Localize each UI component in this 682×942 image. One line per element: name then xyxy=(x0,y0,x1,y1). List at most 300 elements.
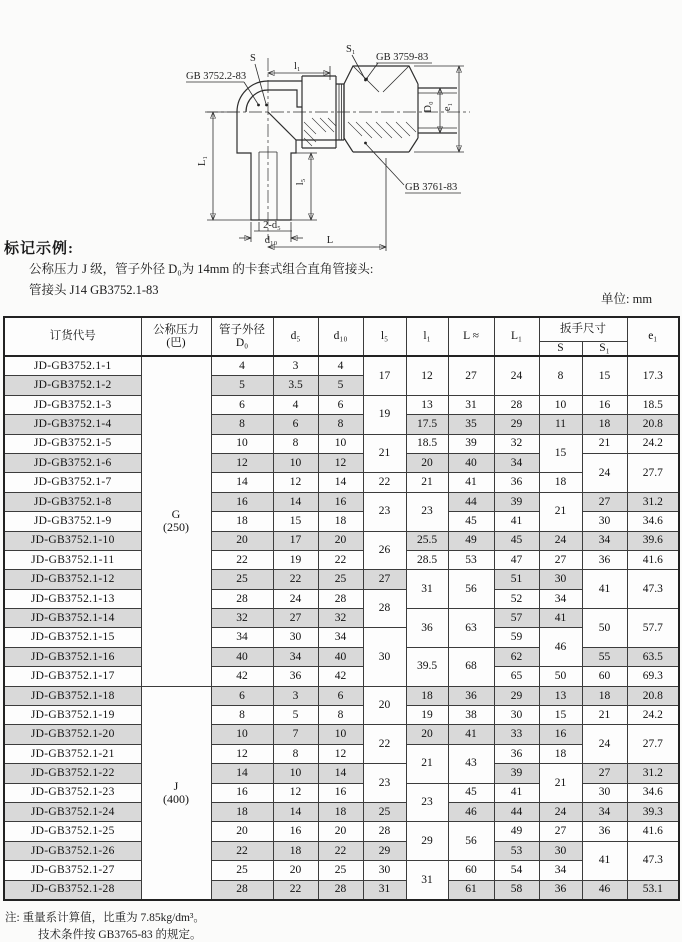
spec-cell: 31 xyxy=(448,395,494,414)
spec-cell: 8 xyxy=(539,356,582,395)
spec-cell: 53.1 xyxy=(627,880,679,900)
spec-cell: 6 xyxy=(273,415,318,434)
order-code-cell: JD-GB3752.1-24 xyxy=(4,802,141,821)
spec-cell: 46 xyxy=(582,880,627,900)
spec-cell: 30 xyxy=(273,628,318,647)
spec-cell: 29 xyxy=(494,415,539,434)
spec-cell: 3.5 xyxy=(273,376,318,395)
spec-cell: 21 xyxy=(363,434,406,473)
spec-cell: 59 xyxy=(494,628,539,647)
order-code-cell: JD-GB3752.1-4 xyxy=(4,415,141,434)
spec-cell: 3 xyxy=(273,356,318,376)
spec-cell: 20 xyxy=(363,686,406,725)
spec-cell: 15 xyxy=(273,512,318,531)
l5-dim-label: l₅ xyxy=(295,178,306,186)
dim-2d5 xyxy=(254,220,292,231)
dim-L1 xyxy=(197,112,251,220)
spec-cell: 18 xyxy=(539,473,582,492)
spec-cell: 25 xyxy=(318,570,363,589)
spec-cell: 56 xyxy=(448,822,494,861)
header-cell-col-order-code: 订货代号 xyxy=(4,317,141,356)
spec-cell: 36 xyxy=(448,686,494,705)
header-cell-col-l5: l₅ xyxy=(363,317,406,356)
e1-dim-label: e₁ xyxy=(442,102,453,112)
spec-cell: 30 xyxy=(582,512,627,531)
spec-cell: 15 xyxy=(539,434,582,473)
spec-cell: 17 xyxy=(363,356,406,395)
s1-label: S₁ xyxy=(346,44,356,55)
spec-cell: 10 xyxy=(273,764,318,783)
spec-cell: 30 xyxy=(494,706,539,725)
spec-cell: 40 xyxy=(318,647,363,666)
spec-cell: 28.5 xyxy=(406,550,448,569)
spec-cell: 51 xyxy=(494,570,539,589)
spec-cell: 46 xyxy=(539,628,582,667)
spec-cell: 28 xyxy=(363,589,406,628)
spec-table xyxy=(3,316,680,901)
spec-cell: 18 xyxy=(539,744,582,763)
L1-dim-label: L₁ xyxy=(197,155,208,167)
spec-cell: 34 xyxy=(582,531,627,550)
spec-cell: 18 xyxy=(211,802,273,821)
spec-cell: 20 xyxy=(318,822,363,841)
spec-cell: 23 xyxy=(406,783,448,822)
spec-cell: 16 xyxy=(582,395,627,414)
dim-l1 xyxy=(268,61,330,80)
spec-cell: 24 xyxy=(273,589,318,608)
header-cell-col-e1: e₁ xyxy=(627,317,679,356)
spec-cell: 25 xyxy=(211,861,273,880)
header-cell-col-S: S xyxy=(539,342,582,357)
spec-cell: 16 xyxy=(318,783,363,802)
spec-cell: 29 xyxy=(406,822,448,861)
d0-dim-label: D₀ xyxy=(423,101,434,113)
spec-cell: 10 xyxy=(211,434,273,453)
spec-cell: 34.6 xyxy=(627,512,679,531)
spec-cell: 22 xyxy=(363,725,406,764)
spec-cell: 39 xyxy=(448,434,494,453)
spec-cell: 20 xyxy=(406,453,448,472)
spec-cell: 8 xyxy=(273,434,318,453)
d10-dim-label: d₁₀ xyxy=(264,235,278,246)
spec-cell: 27 xyxy=(539,550,582,569)
spec-cell: 30 xyxy=(363,628,406,686)
spec-cell: 21 xyxy=(539,492,582,531)
spec-cell: 8 xyxy=(211,706,273,725)
example-heading: 标记示例: xyxy=(4,241,74,257)
spec-cell: 42 xyxy=(211,667,273,686)
elbow-body-outline xyxy=(237,76,336,220)
spec-cell: 60 xyxy=(448,861,494,880)
header-cell-col-wrench-size: 扳手尺寸 xyxy=(539,317,627,342)
order-code-cell: JD-GB3752.1-27 xyxy=(4,861,141,880)
spec-cell: 18 xyxy=(211,512,273,531)
spec-table-container xyxy=(3,316,680,901)
spec-cell: 19 xyxy=(273,550,318,569)
spec-cell: 12 xyxy=(211,453,273,472)
order-code-cell: JD-GB3752.1-17 xyxy=(4,667,141,686)
spec-cell: 18 xyxy=(582,415,627,434)
spec-cell: 4 xyxy=(318,356,363,376)
order-code-cell: JD-GB3752.1-5 xyxy=(4,434,141,453)
spec-cell: 21 xyxy=(406,744,448,783)
gb-body-label: GB 3752.2-83 xyxy=(186,71,247,82)
nut-outline xyxy=(344,66,418,152)
spec-cell: 27.7 xyxy=(627,725,679,764)
spec-cell: 26 xyxy=(363,531,406,570)
spec-cell: 12 xyxy=(406,356,448,395)
spec-cell: 17.3 xyxy=(627,356,679,395)
spec-cell: 57.7 xyxy=(627,609,679,648)
spec-cell: 41 xyxy=(448,725,494,744)
spec-cell: 22 xyxy=(318,841,363,860)
spec-cell: 11 xyxy=(539,415,582,434)
spec-cell: 20 xyxy=(211,531,273,550)
spec-cell: 12 xyxy=(273,783,318,802)
spec-cell: 49 xyxy=(494,822,539,841)
header-cell-col-outer-dia: 管子外径 D₀ xyxy=(211,317,273,356)
spec-cell: 3 xyxy=(273,686,318,705)
spec-cell: 34 xyxy=(539,589,582,608)
spec-cell: 14 xyxy=(318,473,363,492)
spec-cell: 24 xyxy=(539,531,582,550)
spec-cell: 31 xyxy=(406,570,448,609)
spec-cell: 23 xyxy=(406,492,448,531)
spec-cell: 20.8 xyxy=(627,415,679,434)
spec-cell: 40 xyxy=(211,647,273,666)
spec-cell: 16 xyxy=(539,725,582,744)
spec-cell: 31.2 xyxy=(627,764,679,783)
spec-cell: 6 xyxy=(318,686,363,705)
spec-cell: 22 xyxy=(318,550,363,569)
spec-cell: 17.5 xyxy=(406,415,448,434)
order-code-cell: JD-GB3752.1-8 xyxy=(4,492,141,511)
spec-cell: 14 xyxy=(211,473,273,492)
spec-cell: 21 xyxy=(539,764,582,803)
spec-cell: 47 xyxy=(494,550,539,569)
order-code-cell: JD-GB3752.1-7 xyxy=(4,473,141,492)
spec-cell: 8 xyxy=(318,706,363,725)
spec-cell: 63 xyxy=(448,609,494,648)
spec-cell: 28 xyxy=(211,880,273,900)
spec-cell: 27 xyxy=(582,764,627,783)
spec-cell: 10 xyxy=(539,395,582,414)
spec-cell: 17 xyxy=(273,531,318,550)
spec-cell: 25 xyxy=(211,570,273,589)
order-code-cell: JD-GB3752.1-11 xyxy=(4,550,141,569)
spec-cell: 20 xyxy=(211,822,273,841)
spec-cell: 29 xyxy=(363,841,406,860)
spec-cell: 34 xyxy=(211,628,273,647)
spec-cell: 45 xyxy=(448,783,494,802)
spec-cell: 14 xyxy=(273,492,318,511)
pressure-class-cell: G (250) xyxy=(141,356,211,686)
dim-l5 xyxy=(291,153,317,220)
L-dim-label: L xyxy=(326,235,334,246)
spec-cell: 41.6 xyxy=(627,550,679,569)
spec-cell: 18 xyxy=(273,841,318,860)
spec-cell: 18 xyxy=(406,686,448,705)
spec-cell: 32 xyxy=(318,609,363,628)
spec-cell: 6 xyxy=(211,395,273,414)
header-cell-col-L1: L₁ xyxy=(494,317,539,356)
gb-ferrule-label: GB 3761-83 xyxy=(405,182,458,193)
spec-cell: 25 xyxy=(363,802,406,821)
order-code-cell: JD-GB3752.1-22 xyxy=(4,764,141,783)
order-code-cell: JD-GB3752.1-1 xyxy=(4,356,141,376)
spec-cell: 7 xyxy=(273,725,318,744)
spec-cell: 18.5 xyxy=(627,395,679,414)
spec-cell: 24 xyxy=(582,453,627,492)
spec-cell: 36 xyxy=(582,550,627,569)
order-code-cell: JD-GB3752.1-12 xyxy=(4,570,141,589)
spec-cell: 30 xyxy=(363,861,406,880)
order-code-cell: JD-GB3752.1-3 xyxy=(4,395,141,414)
spec-cell: 38 xyxy=(448,706,494,725)
spec-cell: 5 xyxy=(273,706,318,725)
spec-cell: 29 xyxy=(494,686,539,705)
spec-cell: 16 xyxy=(318,492,363,511)
spec-cell: 39.5 xyxy=(406,647,448,686)
spec-cell: 8 xyxy=(211,415,273,434)
header-cell-col-S1: S₁ xyxy=(582,342,627,357)
spec-cell: 22 xyxy=(211,550,273,569)
spec-cell: 27 xyxy=(363,570,406,589)
spec-cell: 23 xyxy=(363,492,406,531)
technical-drawing xyxy=(0,0,682,260)
spec-cell: 41 xyxy=(494,512,539,531)
order-code-cell: JD-GB3752.1-13 xyxy=(4,589,141,608)
spec-cell: 27.7 xyxy=(627,453,679,492)
spec-cell: 12 xyxy=(318,453,363,472)
spec-cell: 10 xyxy=(211,725,273,744)
order-code-cell: JD-GB3752.1-28 xyxy=(4,880,141,900)
spec-cell: 41 xyxy=(582,841,627,880)
spec-cell: 14 xyxy=(211,764,273,783)
spec-cell: 60 xyxy=(582,667,627,686)
spec-cell: 5 xyxy=(211,376,273,395)
spec-cell: 30 xyxy=(539,570,582,589)
spec-cell: 53 xyxy=(448,550,494,569)
spec-cell: 28 xyxy=(211,589,273,608)
spec-cell: 16 xyxy=(273,822,318,841)
spec-cell: 30 xyxy=(539,841,582,860)
spec-cell: 12 xyxy=(273,473,318,492)
spec-cell: 61 xyxy=(448,880,494,900)
order-code-cell: JD-GB3752.1-14 xyxy=(4,609,141,628)
spec-cell: 34 xyxy=(539,861,582,880)
spec-cell: 10 xyxy=(273,453,318,472)
spec-cell: 15 xyxy=(582,356,627,395)
section-hatching xyxy=(304,118,416,146)
spec-cell: 21 xyxy=(406,473,448,492)
spec-cell: 35 xyxy=(448,415,494,434)
order-code-cell: JD-GB3752.1-16 xyxy=(4,647,141,666)
spec-cell: 42 xyxy=(318,667,363,686)
spec-cell: 31 xyxy=(363,880,406,900)
spec-cell: 8 xyxy=(318,415,363,434)
spec-cell: 45 xyxy=(448,512,494,531)
spec-cell: 8 xyxy=(273,744,318,763)
spec-cell: 47.3 xyxy=(627,570,679,609)
spec-cell: 28 xyxy=(363,822,406,841)
spec-cell: 14 xyxy=(318,764,363,783)
order-code-cell: JD-GB3752.1-19 xyxy=(4,706,141,725)
spec-cell: 24 xyxy=(539,802,582,821)
spec-cell: 36 xyxy=(494,473,539,492)
spec-cell: 52 xyxy=(494,589,539,608)
spec-cell: 33 xyxy=(494,725,539,744)
spec-cell: 24.2 xyxy=(627,706,679,725)
spec-cell: 32 xyxy=(494,434,539,453)
note-line-1: 注: 重量系计算值，比重为 7.85kg/dm³。 xyxy=(5,912,205,924)
spec-cell: 45 xyxy=(494,531,539,550)
spec-cell: 4 xyxy=(211,356,273,376)
spec-cell: 34 xyxy=(273,647,318,666)
spec-cell: 36 xyxy=(494,744,539,763)
example-line-2: 管接头 J14 GB3752.1-83 xyxy=(29,283,159,297)
spec-cell: 15 xyxy=(539,706,582,725)
spec-cell: 47.3 xyxy=(627,841,679,880)
spec-cell: 16 xyxy=(211,492,273,511)
order-code-cell: JD-GB3752.1-15 xyxy=(4,628,141,647)
spec-cell: 58 xyxy=(494,880,539,900)
order-code-cell: JD-GB3752.1-9 xyxy=(4,512,141,531)
spec-cell: 36 xyxy=(539,880,582,900)
spec-cell: 44 xyxy=(494,802,539,821)
header-cell-col-l1: l₁ xyxy=(406,317,448,356)
order-code-cell: JD-GB3752.1-6 xyxy=(4,453,141,472)
note-line-2: 技术条件按 GB3765-83 的规定。 xyxy=(38,929,202,941)
unit-label: 单位: mm xyxy=(601,292,653,306)
spec-cell: 41 xyxy=(448,473,494,492)
spec-cell: 4 xyxy=(273,395,318,414)
spec-cell: 41.6 xyxy=(627,822,679,841)
spec-cell: 39.3 xyxy=(627,802,679,821)
spec-cell: 41 xyxy=(539,609,582,628)
spec-cell: 27 xyxy=(582,492,627,511)
spec-cell: 32 xyxy=(211,609,273,628)
header-cell-col-d5: d₅ xyxy=(273,317,318,356)
spec-cell: 16 xyxy=(211,783,273,802)
spec-cell: 21 xyxy=(582,434,627,453)
spec-cell: 46 xyxy=(448,802,494,821)
spec-cell: 50 xyxy=(539,667,582,686)
spec-cell: 22 xyxy=(273,570,318,589)
order-code-cell: JD-GB3752.1-26 xyxy=(4,841,141,860)
spec-cell: 18 xyxy=(582,686,627,705)
spec-cell: 53 xyxy=(494,841,539,860)
spec-cell: 57 xyxy=(494,609,539,628)
spec-cell: 12 xyxy=(211,744,273,763)
spec-cell: 18 xyxy=(318,802,363,821)
spec-cell: 36 xyxy=(273,667,318,686)
spec-cell: 10 xyxy=(318,434,363,453)
s-label: S xyxy=(250,53,256,64)
spec-cell: 13 xyxy=(406,395,448,414)
example-line-1: 公称压力 J 级，管子外径 D₀为 14mm 的卡套式组合直角管接头: xyxy=(29,262,374,276)
spec-cell: 40 xyxy=(448,453,494,472)
spec-cell: 20 xyxy=(318,531,363,550)
spec-cell: 54 xyxy=(494,861,539,880)
spec-cell: 22 xyxy=(273,880,318,900)
spec-cell: 62 xyxy=(494,647,539,666)
spec-cell: 18.5 xyxy=(406,434,448,453)
spec-cell: 65 xyxy=(494,667,539,686)
spec-cell: 6 xyxy=(211,686,273,705)
spec-cell: 19 xyxy=(363,395,406,434)
spec-cell: 24 xyxy=(494,356,539,395)
spec-cell: 12 xyxy=(318,744,363,763)
spec-cell: 31.2 xyxy=(627,492,679,511)
spec-cell: 20 xyxy=(406,725,448,744)
order-code-cell: JD-GB3752.1-23 xyxy=(4,783,141,802)
spec-cell: 39 xyxy=(494,764,539,783)
spec-cell: 43 xyxy=(448,744,494,783)
spec-cell: 34 xyxy=(582,802,627,821)
spec-cell: 41 xyxy=(582,570,627,609)
spec-cell: 27 xyxy=(273,609,318,628)
spec-cell: 21 xyxy=(582,706,627,725)
spec-cell: 19 xyxy=(406,706,448,725)
spec-cell: 34.6 xyxy=(627,783,679,802)
spec-cell: 22 xyxy=(363,473,406,492)
two-d5-label: 2-d₅ xyxy=(263,220,281,231)
spec-cell: 41 xyxy=(494,783,539,802)
spec-cell: 63.5 xyxy=(627,647,679,666)
spec-cell: 55 xyxy=(582,647,627,666)
spec-cell: 44 xyxy=(448,492,494,511)
order-code-cell: JD-GB3752.1-20 xyxy=(4,725,141,744)
spec-cell: 56 xyxy=(448,570,494,609)
order-code-cell: JD-GB3752.1-2 xyxy=(4,376,141,395)
pressure-class-cell: J (400) xyxy=(141,686,211,900)
l1-dim-label: l₁ xyxy=(294,61,301,72)
spec-cell: 36 xyxy=(406,609,448,648)
spec-cell: 25 xyxy=(318,861,363,880)
spec-cell: 25.5 xyxy=(406,531,448,550)
spec-cell: 27 xyxy=(539,822,582,841)
spec-cell: 20 xyxy=(273,861,318,880)
spec-cell: 68 xyxy=(448,647,494,686)
spec-cell: 24 xyxy=(582,725,627,764)
spec-cell: 13 xyxy=(539,686,582,705)
order-code-cell: JD-GB3752.1-21 xyxy=(4,744,141,763)
spec-cell: 34 xyxy=(318,628,363,647)
order-code-cell: JD-GB3752.1-10 xyxy=(4,531,141,550)
spec-cell: 39 xyxy=(494,492,539,511)
spec-cell: 10 xyxy=(318,725,363,744)
header-cell-col-L-approx: L ≈ xyxy=(448,317,494,356)
spec-cell: 31 xyxy=(406,861,448,900)
spec-cell: 50 xyxy=(582,609,627,648)
spec-cell: 20.8 xyxy=(627,686,679,705)
spec-cell: 36 xyxy=(582,822,627,841)
spec-cell: 28 xyxy=(318,880,363,900)
spec-cell: 69.3 xyxy=(627,667,679,686)
spec-cell: 49 xyxy=(448,531,494,550)
spec-cell: 34 xyxy=(494,453,539,472)
dim-e1 xyxy=(414,66,464,152)
spec-cell: 39.6 xyxy=(627,531,679,550)
order-code-cell: JD-GB3752.1-18 xyxy=(4,686,141,705)
spec-cell: 22 xyxy=(211,841,273,860)
order-code-cell: JD-GB3752.1-25 xyxy=(4,822,141,841)
spec-cell: 30 xyxy=(582,783,627,802)
gb-nut-label: GB 3759-83 xyxy=(376,52,429,63)
dim-L xyxy=(268,158,386,251)
header-cell-col-d10: d₁₀ xyxy=(318,317,363,356)
